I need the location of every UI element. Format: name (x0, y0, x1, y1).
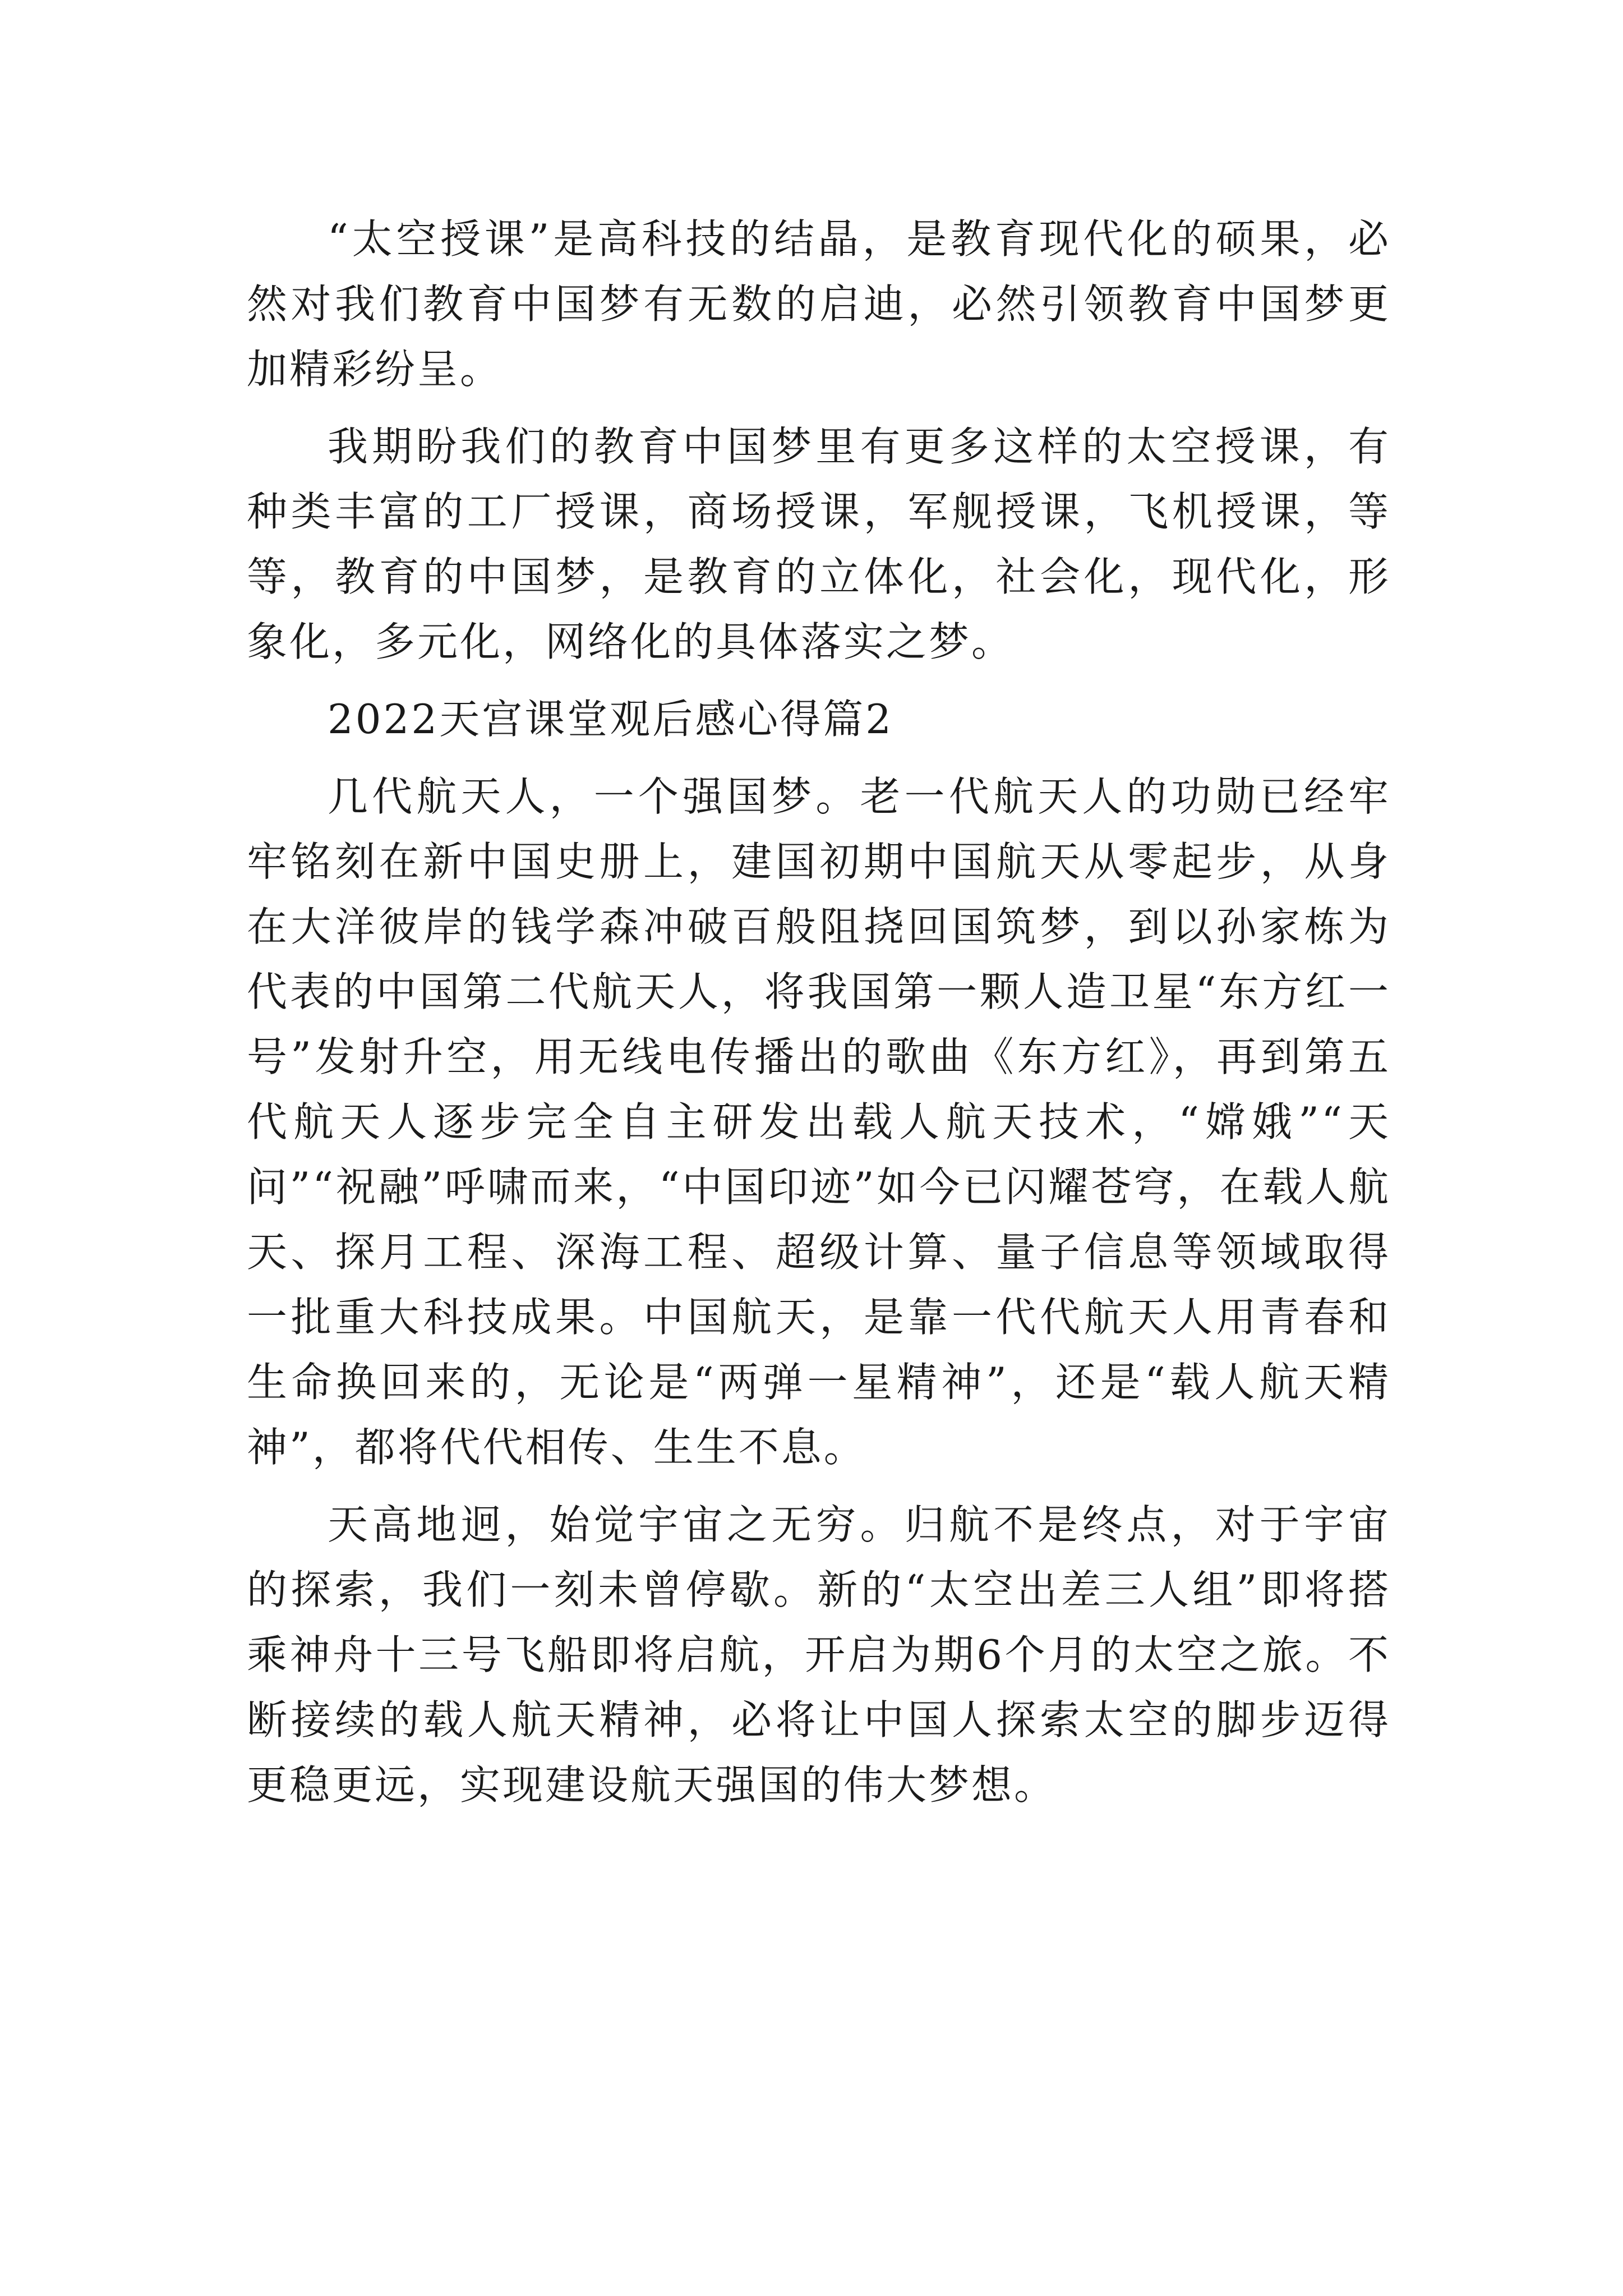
paragraph-education-dream: 我期盼我们的教育中国梦里有更多这样的太空授课，有种类丰富的工厂授课，商场授课，军舰授课，飞机授课，等等，教育的中国梦，是教育的立体化，社会化，现代化，形象化，多元化，网络化的具体落实之梦。 (247, 423, 1391, 665)
paragraph-space-lesson-achievement: “太空授课”是高科技的结晶，是教育现代化的硕果，必然对我们教育中国梦有无数的启迪，必然引领教育中国梦更加精彩纷呈。 (247, 215, 1391, 393)
document-body (247, 206, 1391, 1830)
section-heading: 2022天宫课堂观后感心得篇2 (328, 696, 894, 743)
paragraph-space-exploration: 天高地迥，始觉宇宙之无穷。归航不是终点，对于宇宙的探索，我们一刻未曾停歇。新的“太空出差三人组”即将搭乘神舟十三号飞船即将启航，开启为期6个月的太空之旅。不断接续的载人航天精神，必将让中国人探索太空的脚步迈得更稳更远，实现建设航天强国的伟大梦想。 (247, 1501, 1391, 1809)
paragraph-generations-of-astronauts: 几代航天人，一个强国梦。老一代航天人的功勋已经牢牢铭刻在新中国史册上，建国初期中国航天从零起步，从身在大洋彼岸的钱学森冲破百般阻挠回国筑梦，到以孙家栋为代表的中国第二代航天人，将我国第一颗人造卫星“东方红一号”发射升空，用无线电传播出的歌曲《东方红》，再到第五代航天人逐步完全自主研发出载人航天技术，“嫦娥”“天问”“祝融”呼啸而来，“中国印迹”如今已闪耀苍穹，在载人航天、探月工程、深海工程、超级计算、量子信息等领域取得一批重大科技成果。中国航天，是靠一代代航天人用青春和生命换回来的，无论是“两弹一星精神”，还是“载人航天精神”，都将代代相传、生生不息。 (247, 773, 1391, 1471)
